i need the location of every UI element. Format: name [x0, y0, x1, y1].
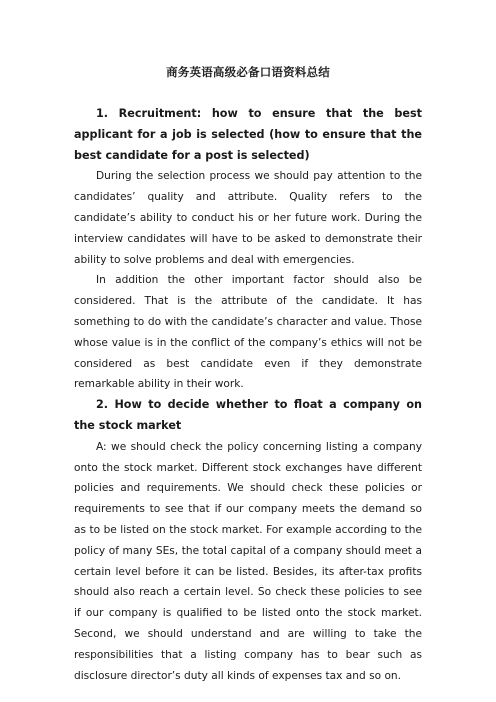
section-heading-recruitment: 1. Recruitment: how to ensure that the best applicant for a job is selected (how to ensure that the best candidate for a post is selected)	[74, 107, 422, 162]
paragraph-selection-process: During the selection process we should pay attention to the candidates’ quality and attribute. Quality refers to the candidate’s ability to conduct his or her future work. During the interview candidates will have to be asked to demonstrate their ability to solve problems and deal with emergencies.	[74, 170, 422, 266]
paragraph-candidate-attribute: In addition the other important factor should also be considered. That is the attribute of the candidate. It has something to do with the candidate’s character and value. Those whose value is in the conflict of the company’s ethics will not be considered as best candidate even if they demonstrate remarkable ability in their work.	[74, 274, 422, 391]
paragraph-listing-policy: A: we should check the policy concerning listing a company onto the stock market. Different stock exchanges have different policies and requirements. We should check these policies or requirements to see that if our company meets the demand so as to be listed on the stock market. For example according to the policy of many SEs, the total capital of a company should meet a certain level before it can be listed. Besides, its after-tax profits should also reach a certain level. So check these policies to see if our company is qualified to be listed onto the stock market. Second, we should understand and are willing to take the responsibilities that a listing company has to bear such as disclosure director’s duty all kinds of expenses tax and so on.	[74, 440, 422, 682]
section-heading-stock-market: 2. How to decide whether to float a company on the stock market	[74, 398, 422, 432]
document-title: 商务英语高级必备口语资料总结	[166, 65, 330, 79]
